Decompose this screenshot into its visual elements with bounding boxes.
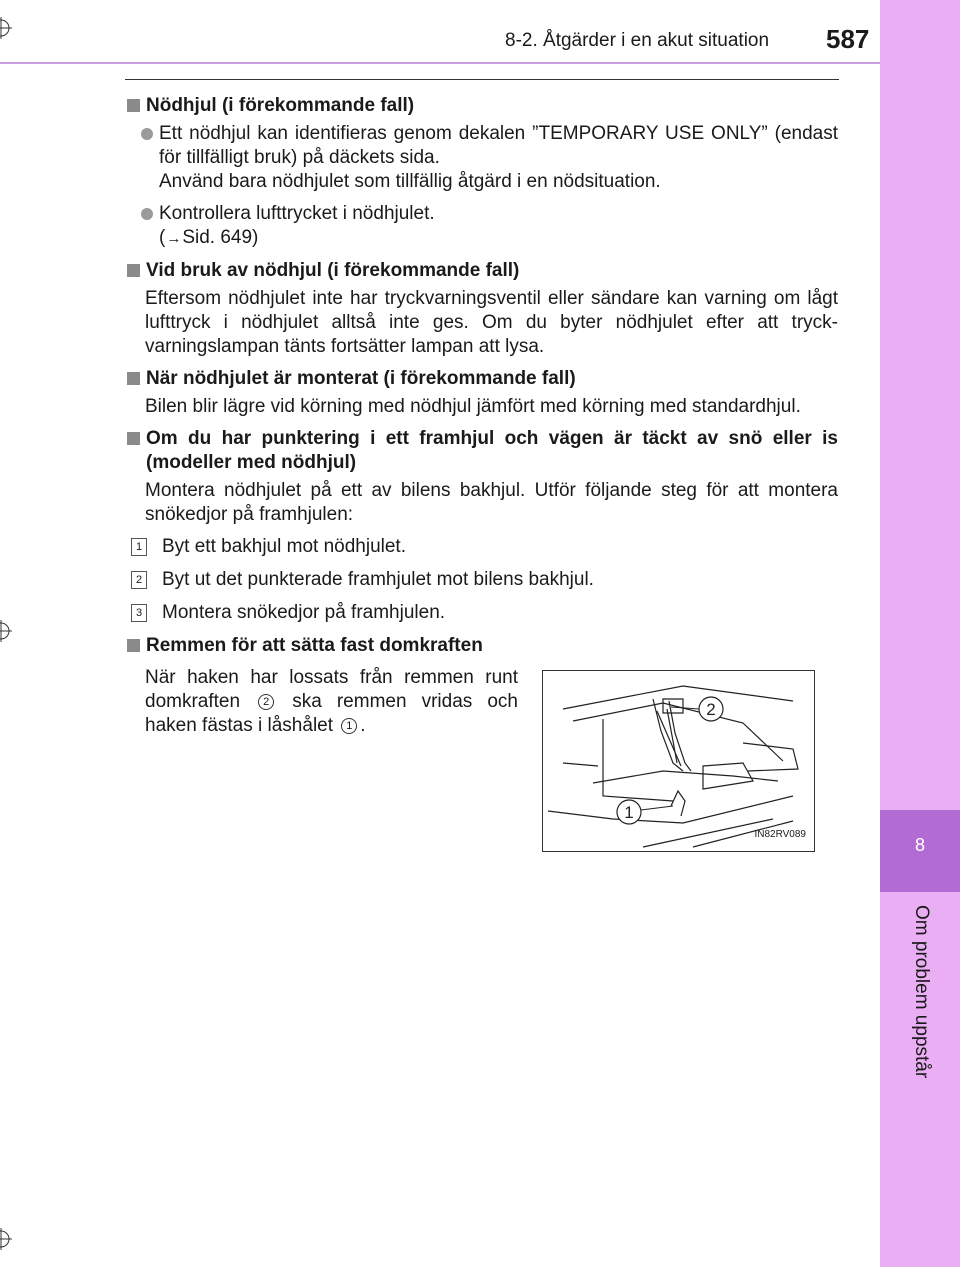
list-item <box>127 202 838 251</box>
paragraph: Eftersom nödhjulet inte har tryckvarningsventil eller sändare kan varning om lågt lufttryck i nödhjulet alltså inte ges. Om du byter nödhjulet efter att tryck-varningslampan tänts fortsätter lampan att lysa. <box>145 288 838 357</box>
square-bullet-icon <box>127 264 140 277</box>
main-content <box>127 88 838 872</box>
step-text: Byt ut det punkterade framhjulet mot bilens bakhjul. <box>162 569 594 590</box>
registration-mark <box>0 1228 12 1250</box>
callout-2-marker: 2 <box>258 694 274 710</box>
paragraph: När haken har lossats från remmen runt domkraften 2 ska remmen vridas och haken fästas i låshålet 1 . <box>145 667 518 736</box>
list-item <box>127 122 838 194</box>
section-heading: När nödhjulet är monterat (i förekommande fall) <box>127 367 838 391</box>
content-divider <box>125 79 839 80</box>
section-heading: Remmen för att sätta fast domkraften <box>127 634 838 658</box>
paragraph: Ett nödhjul kan identifieras genom dekalen ”TEMPORARY USE ONLY” (endast för tillfälligt bruk) på däckets sida. <box>159 123 838 168</box>
step-text: Byt ett bakhjul mot nödhjulet. <box>162 536 406 557</box>
step-text: Montera snökedjor på framhjulen. <box>162 602 446 623</box>
callout-1-marker: 1 <box>341 718 357 734</box>
paragraph: Använd bara nödhjulet som tillfällig åtgärd i en nödsituation. <box>159 171 661 192</box>
callout-1-label: 1 <box>624 803 634 822</box>
step-number: 3 <box>131 604 147 622</box>
registration-mark <box>0 17 12 39</box>
circle-bullet-icon <box>141 208 153 220</box>
paragraph: Montera nödhjulet på ett av bilens bakhjul. Utför följande steg för att montera snökedjor på framhjulen: <box>145 480 838 525</box>
page-reference[interactable]: (→Sid. 649) <box>159 227 259 248</box>
step-item <box>131 601 838 625</box>
square-bullet-icon <box>127 372 140 385</box>
chapter-number: 8 <box>914 835 925 855</box>
callout-2-label: 2 <box>706 700 716 719</box>
step-number: 2 <box>131 571 147 589</box>
section-heading: Om du har punktering i ett framhjul och vägen är täckt av snö eller is (modeller med nödhjul) <box>127 427 838 475</box>
step-item <box>131 568 838 592</box>
circle-bullet-icon <box>141 128 153 140</box>
page-number: 587 <box>826 24 870 54</box>
section-heading: Nödhjul (i förekommande fall) <box>127 94 838 118</box>
step-item <box>131 535 838 559</box>
square-bullet-icon <box>127 639 140 652</box>
chapter-title: Om problem uppstår <box>911 905 932 1079</box>
jack-strap-illustration <box>542 670 815 852</box>
section-heading: Vid bruk av nödhjul (i förekommande fall) <box>127 259 838 283</box>
figure-code: IN82RV089 <box>754 829 806 840</box>
step-number: 1 <box>131 538 147 556</box>
chapter-side-tab <box>880 0 960 1267</box>
jack-strap-block <box>127 662 838 872</box>
paragraph: Kontrollera lufttrycket i nödhjulet. <box>159 203 435 224</box>
section-title: 8-2. Åtgärder i en akut situation <box>505 30 770 51</box>
square-bullet-icon <box>127 432 140 445</box>
header-divider <box>0 62 880 64</box>
arrow-right-icon: → <box>166 230 182 247</box>
registration-mark <box>0 620 12 642</box>
paragraph: Bilen blir lägre vid körning med nödhjul jämfört med körning med standardhjul. <box>145 396 801 417</box>
square-bullet-icon <box>127 99 140 112</box>
